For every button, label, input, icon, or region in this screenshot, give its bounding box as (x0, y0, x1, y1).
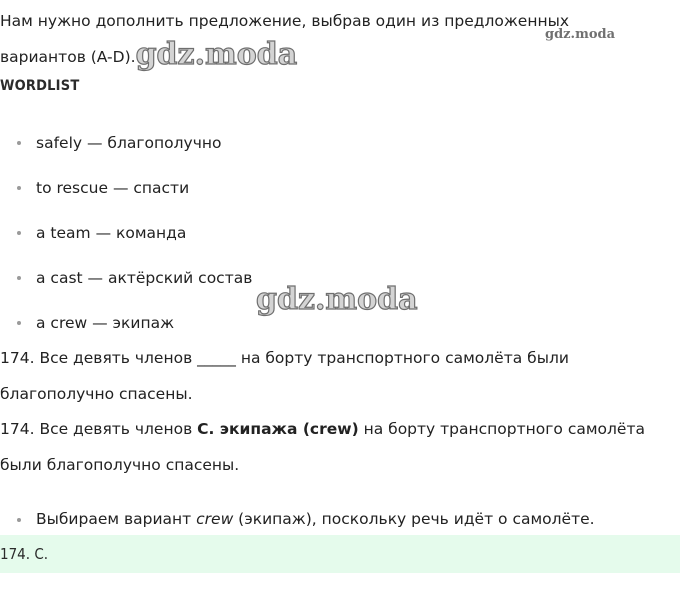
task-description-line2: вариантов (A-D). (0, 48, 136, 66)
answer-box: 174. C. (0, 535, 680, 573)
filled-sentence-end: на борту транспортного самолёта были благополучно спасены. (0, 420, 645, 474)
wordlist-item: to rescue — спасти (0, 173, 252, 218)
wordlist-item: safely — благополучно (0, 128, 252, 173)
wordlist-item: a crew — экипаж (0, 308, 252, 353)
question-sentence: 174. Все девять членов _____ на борту транспортного самолёта были благополучно спасены. (0, 349, 569, 403)
filled-sentence (0, 411, 660, 483)
wordlist-heading: WORDLIST (0, 78, 80, 94)
wordlist (0, 128, 252, 353)
watermark-small: gdz.moda (545, 27, 616, 42)
explanation-start: Выбираем вариант (36, 510, 197, 528)
explanation-end: (экипаж), поскольку речь идёт о самолёте. (233, 510, 595, 528)
explanation-keyword: crew (196, 510, 234, 528)
filled-sentence-start: 174. Все девять членов (0, 420, 198, 438)
wordlist-item: a cast — актёрский состав (0, 263, 252, 308)
task-description (0, 6, 600, 73)
filled-sentence-answer: С. экипажа (crew) (197, 420, 359, 438)
watermark-logo-center: gdz.moda (256, 282, 418, 317)
wordlist-item: a team — команда (0, 218, 252, 263)
task-description-line1: Нам нужно дополнить предложение, выбрав один из предложенных (0, 12, 570, 30)
explanation (0, 504, 595, 534)
watermark-logo: gdz.moda (135, 37, 298, 72)
